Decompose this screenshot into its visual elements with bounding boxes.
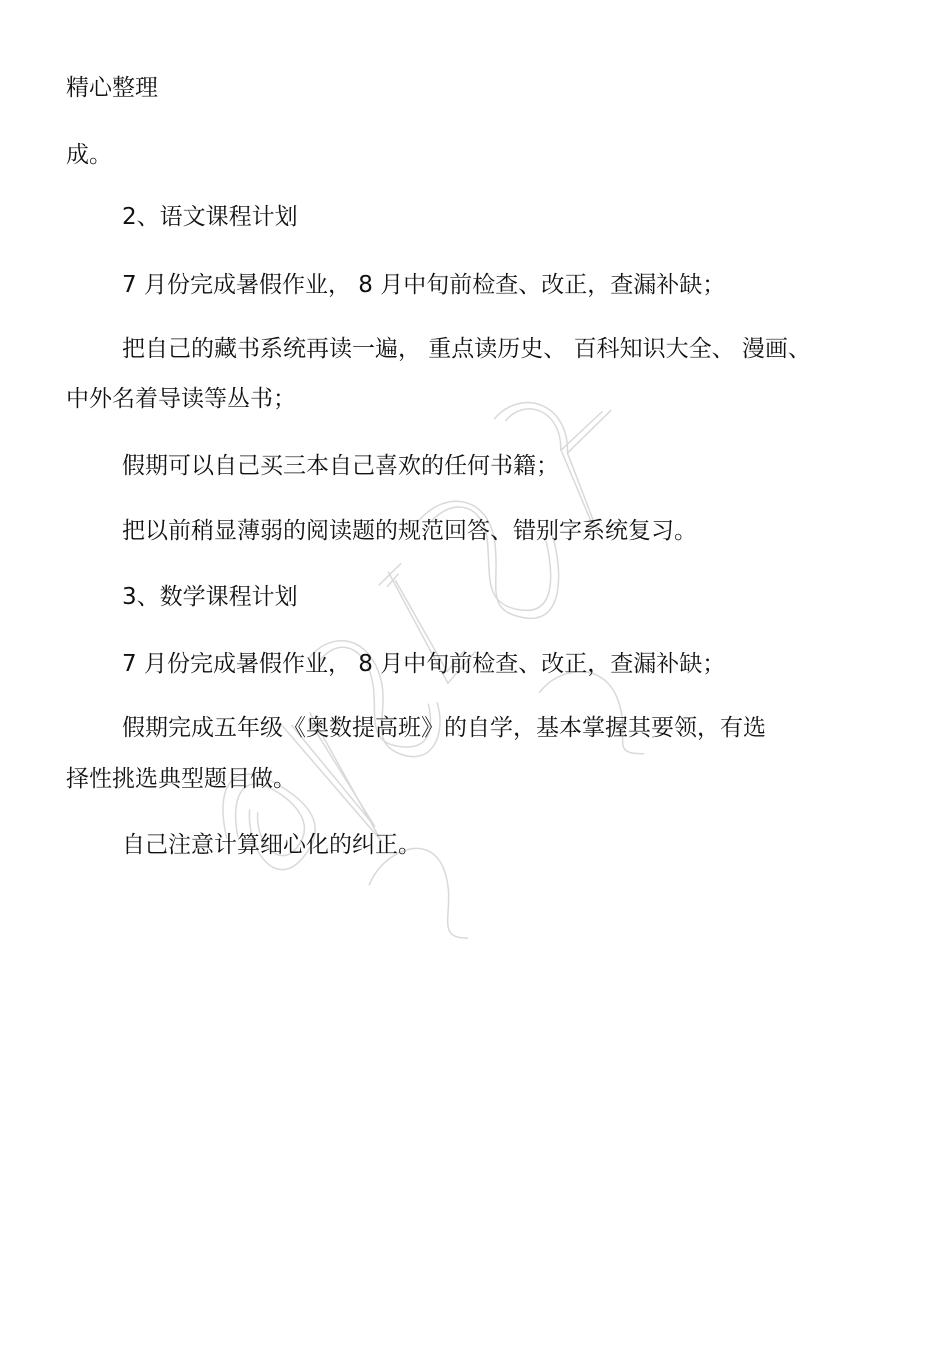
- page-header: 精心整理: [66, 75, 158, 101]
- paragraph-line-4: 把自己的藏书系统再读一遍， 重点读历史、 百科知识大全、 漫画、: [122, 336, 811, 362]
- section-heading-math: 3、数学课程计划: [122, 584, 298, 610]
- paragraph-line-11: 择性挑选典型题目做。: [66, 766, 296, 792]
- paragraph-line-6: 假期可以自己买三本自己喜欢的任何书籍；: [122, 453, 559, 479]
- paragraph-line-12: 自己注意计算细心化的纠正。: [122, 832, 421, 858]
- paragraph-line-5: 中外名着导读等丛书；: [66, 386, 296, 412]
- paragraph-line-9: 7 月份完成暑假作业， 8 月中旬前检查、改正，查漏补缺；: [122, 651, 726, 677]
- paragraph-line-3: 7 月份完成暑假作业， 8 月中旬前检查、改正，查漏补缺；: [122, 272, 726, 298]
- paragraph-line-7: 把以前稍显薄弱的阅读题的规范回答、错别字系统复习。: [122, 518, 697, 544]
- section-heading-chinese: 2、语文课程计划: [122, 204, 298, 230]
- paragraph-line-10: 假期完成五年级《奥数提高班》的自学，基本掌握其要领，有选: [122, 715, 766, 741]
- paragraph-line-1: 成。: [66, 142, 112, 168]
